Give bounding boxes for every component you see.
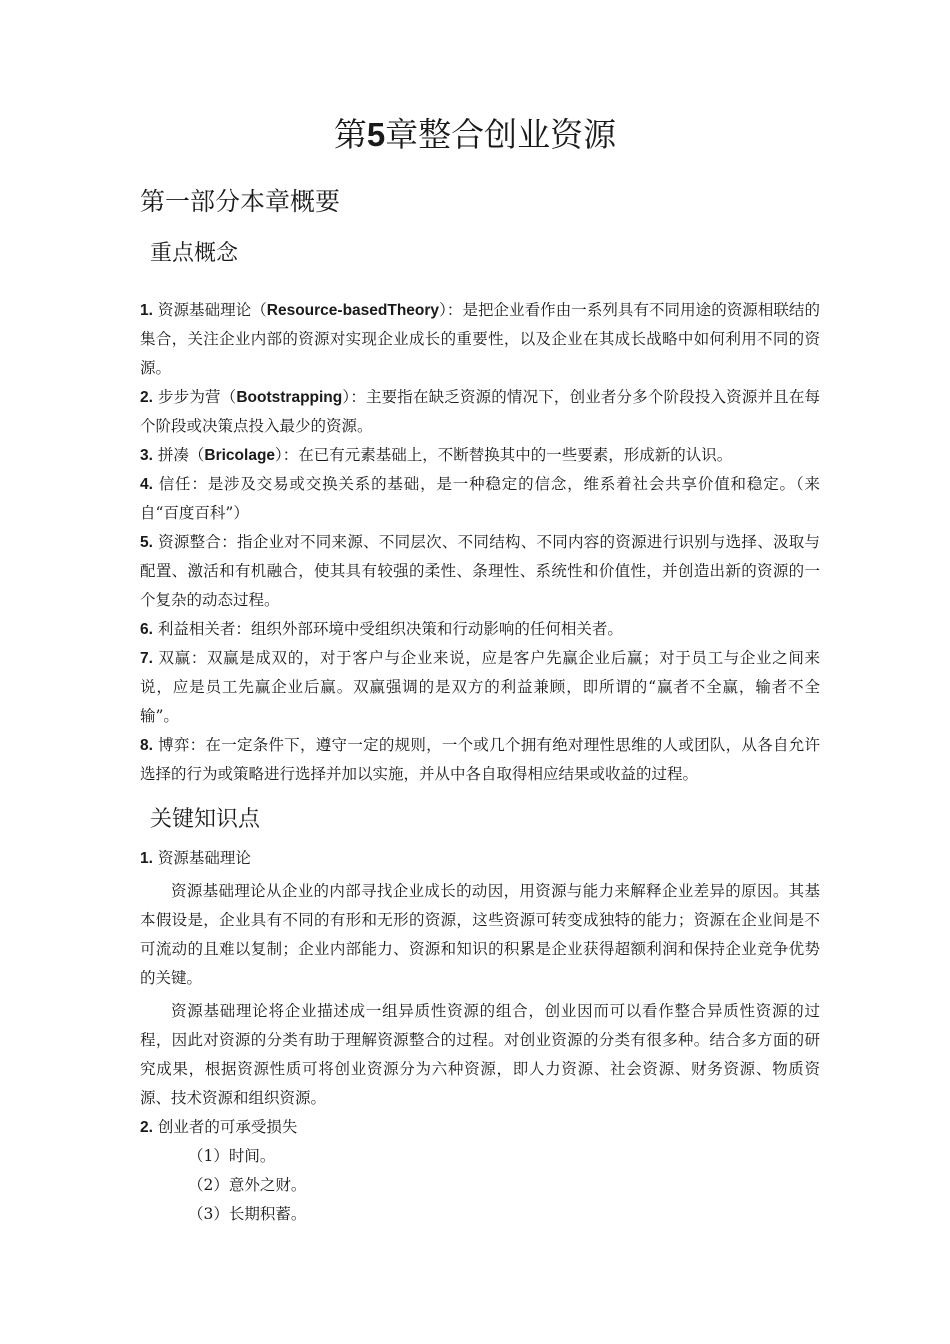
concept-item-3: 3. 拼凑（Bricolage）：在已有元素基础上，不断替换其中的一些要素，形成新的认识。 (140, 446, 733, 464)
point-1-title: 1. 资源基础理论 (140, 849, 251, 867)
point-2-title: 2. 创业者的可承受损失 (140, 1118, 298, 1136)
section-heading-key-points: 关键知识点 (150, 807, 261, 832)
key-concepts-list (140, 296, 820, 789)
concept-item-5: 5. 资源整合：指企业对不同来源、不同层次、不同结构、不同内容的资源进行识别与选择、汲取与配置、激活和有机融合，使其具有较强的柔性、条理性、系统性和价值性，并创造出新的资源的一个复杂的动态过程。 (140, 533, 820, 609)
key-points-content (140, 844, 820, 1229)
loss-item-2: （2）意外之财。 (188, 1176, 307, 1194)
part-heading: 第一部分本章概要 (140, 187, 341, 216)
loss-item-3: （3）长期积蓄。 (188, 1205, 307, 1223)
concept-item-8: 8. 博弈：在一定条件下，遵守一定的规则，一个或几个拥有绝对理性思维的人或团队，从各自允许选择的行为或策略进行选择并加以实施，并从中各自取得相应结果或收益的过程。 (140, 736, 820, 783)
chapter-number: 5 (366, 116, 386, 153)
point-1-paragraph-1: 资源基础理论从企业的内部寻找企业成长的动因，用资源与能力来解释企业差异的原因。其基本假设是，企业具有不同的有形和无形的资源，这些资源可转变成独特的能力；资源在企业间是不可流动的且难以复制；企业内部能力、资源和知识的积累是企业获得超额利润和保持企业竞争优势的关键。 (140, 882, 820, 987)
concept-item-6: 6. 利益相关者：组织外部环境中受组织决策和行动影响的任何相关者。 (140, 620, 623, 638)
point-1-paragraph-2: 资源基础理论将企业描述成一组异质性资源的组合，创业因而可以看作整合异质性资源的过程，因此对资源的分类有助于理解资源整合的过程。对创业资源的分类有很多种。结合多方面的研究成果，根据资源性质可将创业资源分为六种资源，即人力资源、社会资源、财务资源、物质资源、技术资源和组织资源。 (140, 1002, 820, 1107)
concept-item-1: 1. 资源基础理论（Resource-basedTheory）：是把企业看作由一系列具有不同用途的资源相联结的集合，关注企业内部的资源对实现企业成长的重要性，以及企业在其成长战略中如何利用不同的资源。 (140, 301, 820, 377)
concept-item-4: 4. 信任：是涉及交易或交换关系的基础，是一种稳定的信念，维系着社会共享价值和稳定。（来自“百度百科”） (140, 475, 820, 522)
chapter-title-text: 章整合创业资源 (385, 115, 617, 154)
section-heading-key-concepts: 重点概念 (150, 241, 239, 266)
concept-item-2: 2. 步步为营（Bootstrapping）：主要指在缺乏资源的情况下，创业者分多个阶段投入资源并且在每个阶段或决策点投入最少的资源。 (140, 388, 820, 435)
chapter-title (0, 112, 950, 158)
chapter-title-prefix: 第 (333, 115, 367, 154)
loss-item-1: （1）时间。 (188, 1147, 276, 1165)
concept-item-7: 7. 双赢：双赢是成双的，对于客户与企业来说，应是客户先赢企业后赢；对于员工与企业之间来说，应是员工先赢企业后赢。双赢强调的是双方的利益兼顾，即所谓的“赢者不全赢，输者不全输”。 (140, 649, 820, 725)
